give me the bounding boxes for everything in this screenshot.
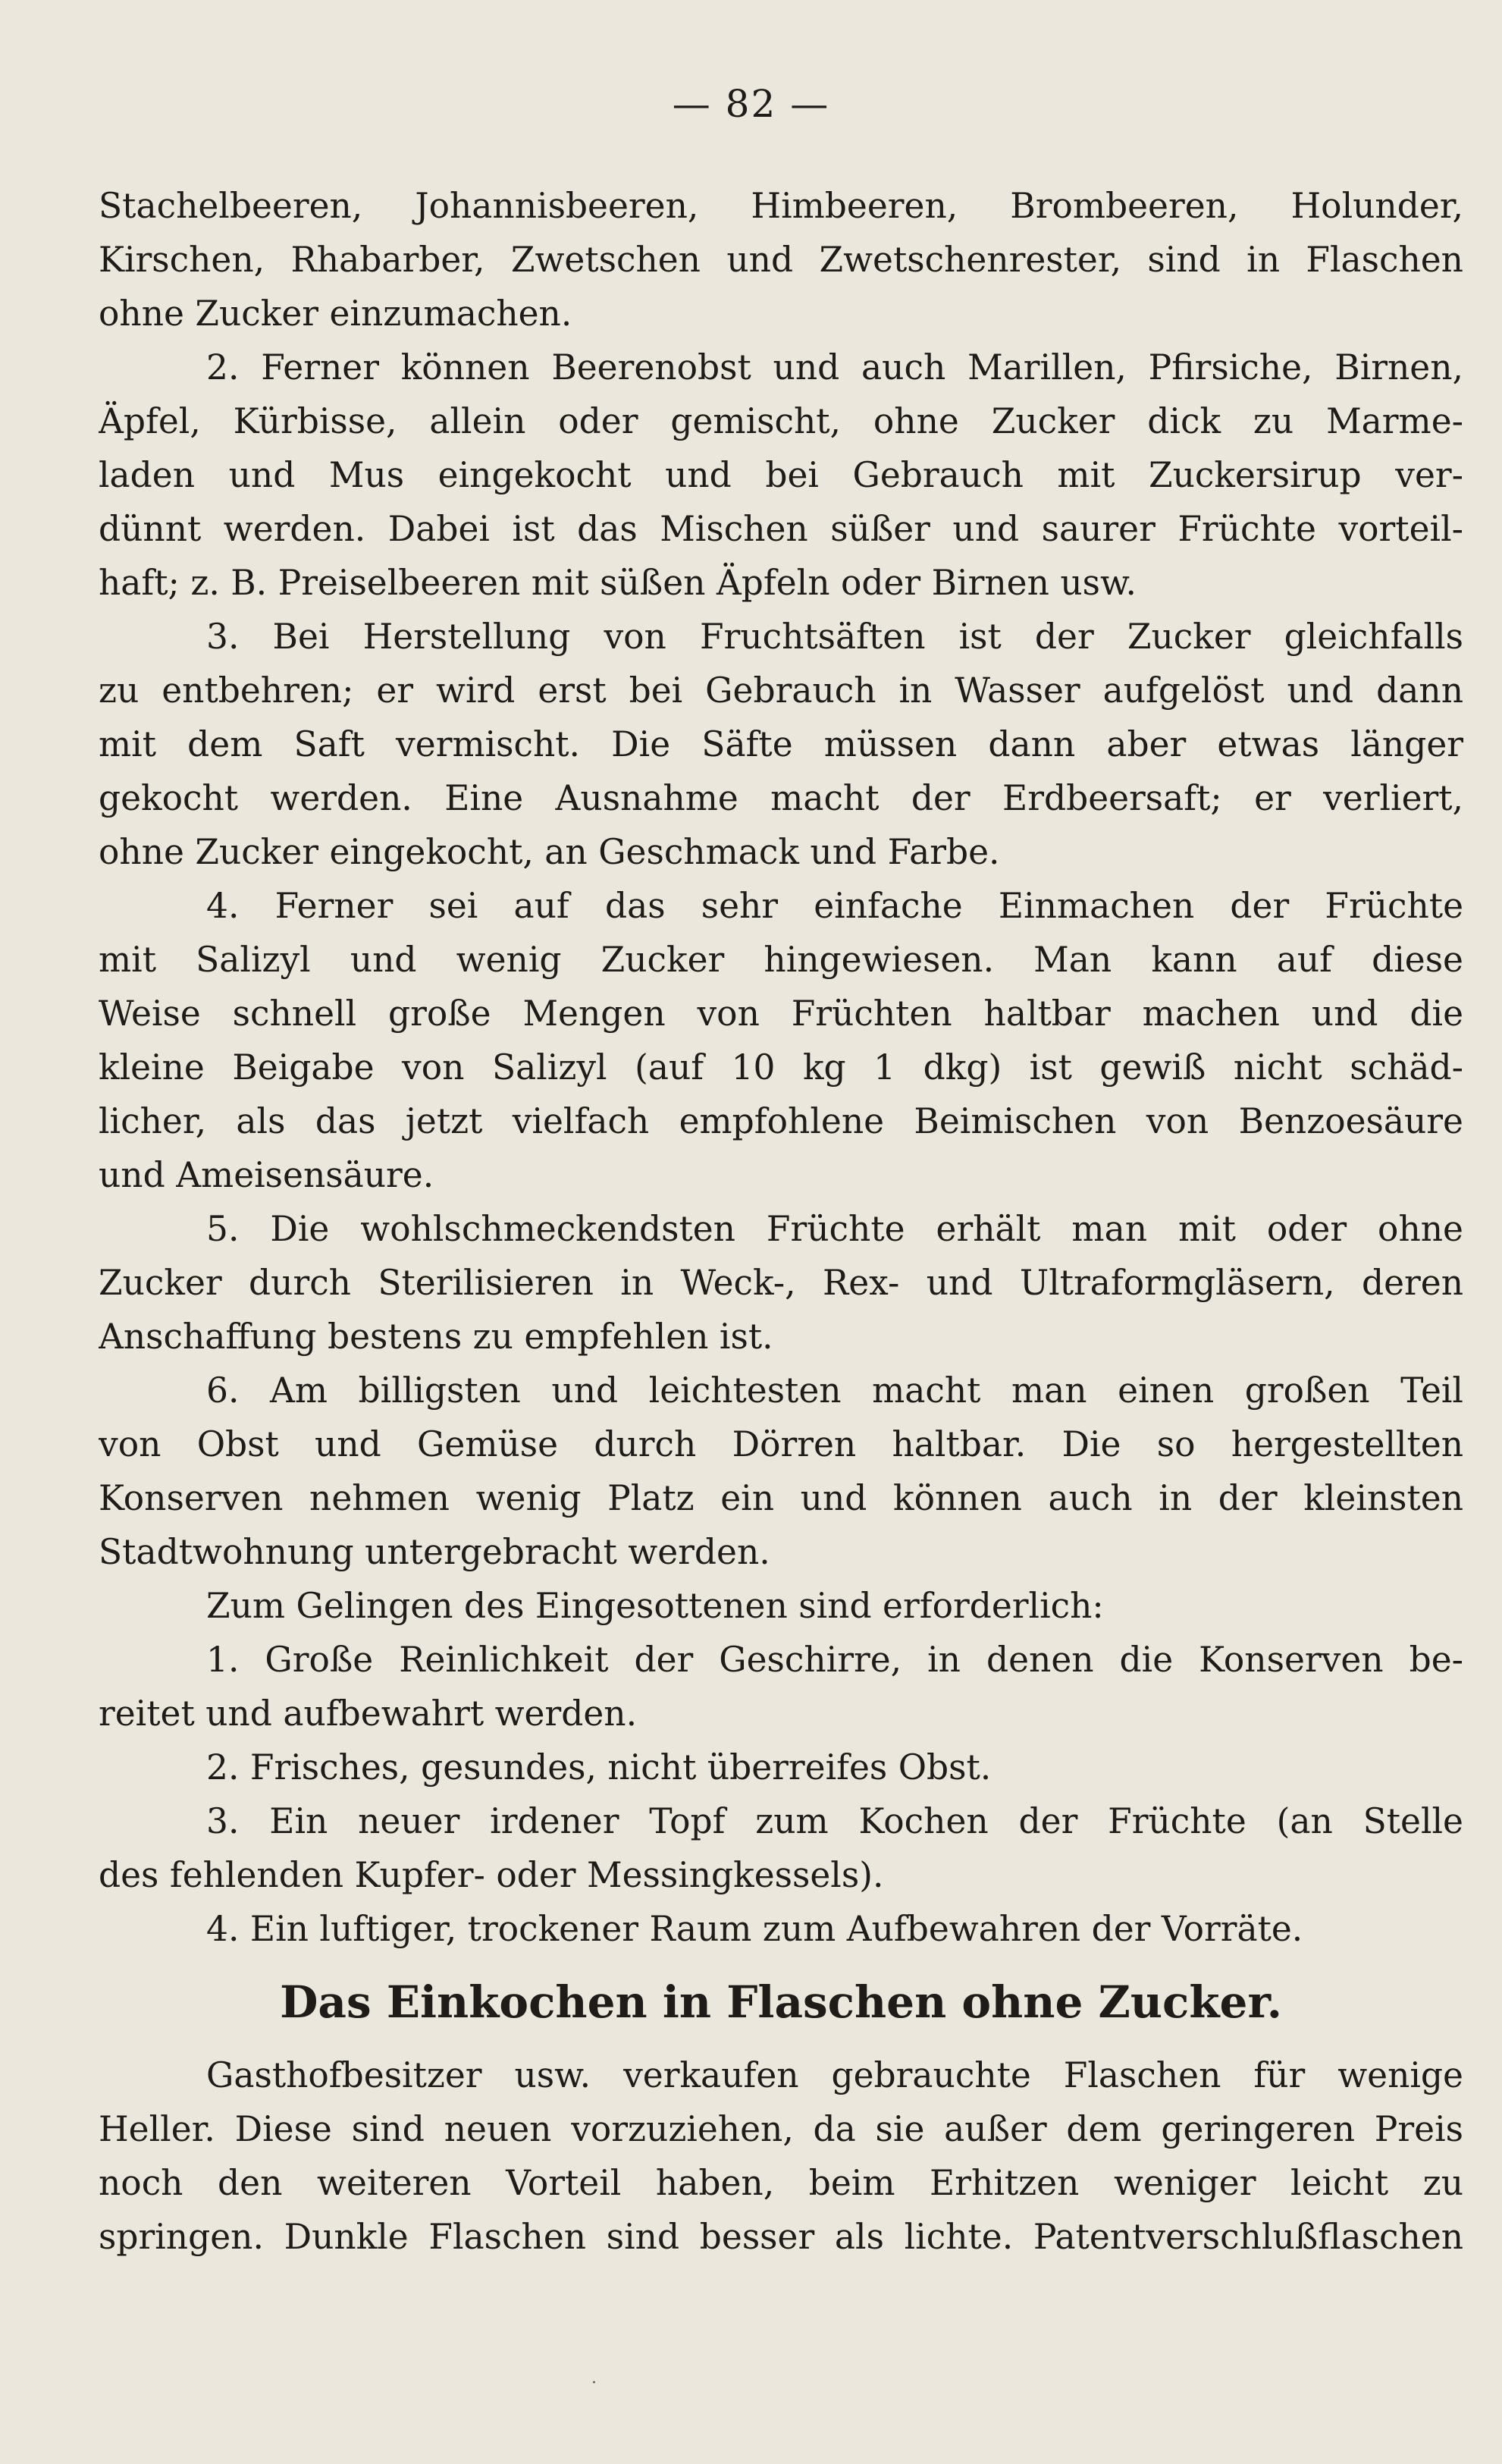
text-line: 5. Die wohlschmeckendsten Früchte erhält man mit oder ohne xyxy=(206,1209,1463,1249)
print-speck: · xyxy=(591,2374,597,2393)
text-line: mit dem Saft vermischt. Die Säfte müssen dann aber etwas länger xyxy=(99,724,1463,764)
text-line: Zum Gelingen des Eingesottenen sind erforderlich: xyxy=(206,1586,1104,1626)
text-line: haft; z. B. Preiselbeeren mit süßen Äpfeln oder Birnen usw. xyxy=(99,563,1137,603)
text-line: Weise schnell große Mengen von Früchten haltbar machen und die xyxy=(99,993,1463,1034)
text-line: Stachelbeeren, Johannisbeeren, Himbeeren, Brombeeren, Holunder, xyxy=(99,186,1463,226)
text-line: licher, als das jetzt vielfach empfohlene Beimischen von Benzoesäure xyxy=(99,1101,1463,1141)
paragraphs-top xyxy=(99,179,1463,1956)
text-line: 6. Am billigsten und leichtesten macht man einen großen Teil xyxy=(206,1370,1463,1411)
text-line: springen. Dunkle Flaschen sind besser als lichte. Patentverschlußflaschen xyxy=(99,2217,1463,2257)
text-line: 2. Ferner können Beerenobst und auch Marillen, Pfirsiche, Birnen, xyxy=(206,347,1463,388)
text-line: mit Salizyl und wenig Zucker hingewiesen. Man kann auf diese xyxy=(99,940,1463,980)
text-line: Zucker durch Sterilisieren in Weck-, Rex- und Ultraformgläsern, deren xyxy=(99,1263,1463,1303)
text-line: Kirschen, Rhabarber, Zwetschen und Zwetschenrester, sind in Flaschen xyxy=(99,240,1463,280)
text-line: reitet und aufbewahrt werden. xyxy=(99,1693,638,1734)
text-line: 1. Große Reinlichkeit der Geschirre, in denen die Konserven be- xyxy=(206,1640,1463,1680)
text-line: und Ameisensäure. xyxy=(99,1155,434,1195)
text-line: ohne Zucker eingekocht, an Geschmack und Farbe. xyxy=(99,832,1000,872)
body-text xyxy=(99,179,1463,2264)
text-line: Stadtwohnung untergebracht werden. xyxy=(99,1532,770,1572)
text-line: Heller. Diese sind neuen vorzuziehen, da sie außer dem geringeren Preis xyxy=(99,2109,1463,2149)
text-line: 4. Ferner sei auf das sehr einfache Einmachen der Früchte xyxy=(206,886,1463,926)
text-line: Äpfel, Kürbisse, allein oder gemischt, ohne Zucker dick zu Marme- xyxy=(99,401,1463,441)
text-line: von Obst und Gemüse durch Dörren haltbar. Die so hergestellten xyxy=(99,1424,1463,1464)
paragraphs-bottom xyxy=(99,2048,1463,2264)
section-heading: Das Einkochen in Flaschen ohne Zucker. xyxy=(280,1976,1282,2028)
text-line: Gasthofbesitzer usw. verkaufen gebrauchte Flaschen für wenige xyxy=(206,2055,1463,2095)
text-line: ohne Zucker einzumachen. xyxy=(99,293,572,334)
text-line: dünnt werden. Dabei ist das Mischen süßer und saurer Früchte vorteil- xyxy=(99,509,1463,549)
text-line: 3. Ein neuer irdener Topf zum Kochen der Früchte (an Stelle xyxy=(206,1801,1463,1841)
text-line: kleine Beigabe von Salizyl (auf 10 kg 1 dkg) ist gewiß nicht schäd- xyxy=(99,1047,1463,1088)
text-line: zu entbehren; er wird erst bei Gebrauch in Wasser aufgelöst und dann xyxy=(99,670,1463,711)
text-line: 2. Frisches, gesundes, nicht überreifes Obst. xyxy=(206,1747,992,1788)
page-number: — 82 — xyxy=(672,82,830,126)
text-line: Anschaffung bestens zu empfehlen ist. xyxy=(99,1317,773,1357)
text-line: gekocht werden. Eine Ausnahme macht der Erdbeersaft; er verliert, xyxy=(99,778,1463,818)
text-line: 4. Ein luftiger, trockener Raum zum Aufbewahren der Vorräte. xyxy=(206,1909,1303,1949)
text-line: noch den weiteren Vorteil haben, beim Erhitzen weniger leicht zu xyxy=(99,2163,1463,2203)
text-line: 3. Bei Herstellung von Fruchtsäften ist der Zucker gleichfalls xyxy=(206,617,1463,657)
text-line: laden und Mus eingekocht und bei Gebrauch mit Zuckersirup ver- xyxy=(99,455,1463,495)
text-line: des fehlenden Kupfer- oder Messingkessels). xyxy=(99,1855,884,1895)
text-line: Konserven nehmen wenig Platz ein und können auch in der kleinsten xyxy=(99,1478,1463,1518)
